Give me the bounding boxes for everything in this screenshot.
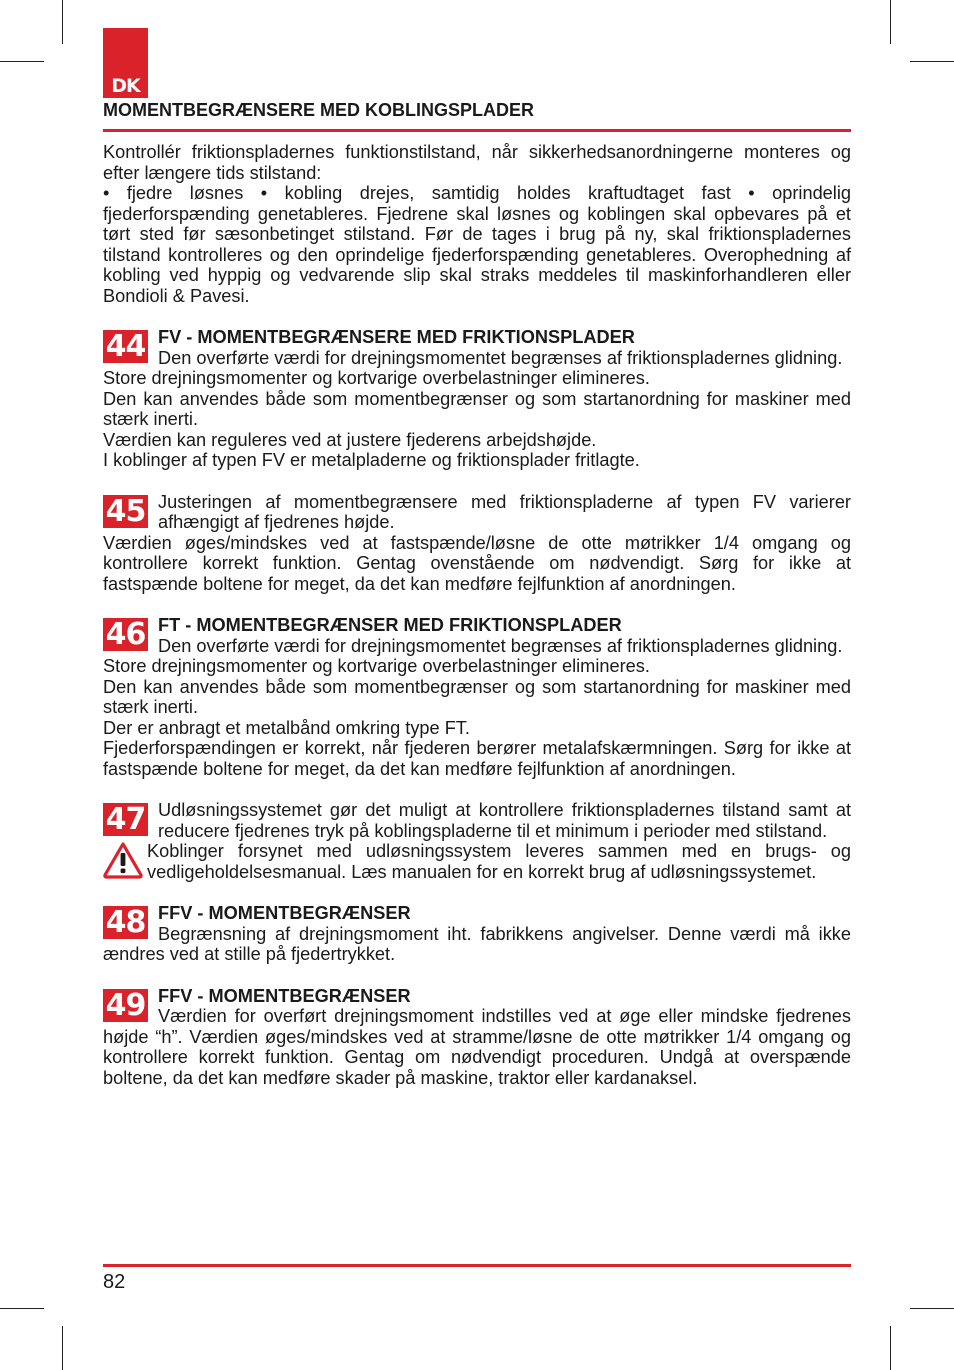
section-paragraph: Værdien kan reguleres ved at justere fjederens arbejdshøjde. — [103, 429, 597, 450]
section-45 — [103, 492, 851, 595]
section-title: FT - MOMENTBEGRÆNSER MED FRIKTIONSPLADER — [158, 615, 622, 635]
section-paragraph: Værdien for overført drejningsmoment indstilles ved at øge eller mindske fjedrenes højde “h”. Værdien øges/mindskes ved at stramme/løsne de otte møtrikker 1/4 omgang og kontrollere korrekt funktion. Gentag om nødvendigt proceduren. Undgå at overspænde boltene, da det kan medføre skader på maskine, traktor eller kardanaksel. — [103, 1006, 851, 1088]
warning-icon — [103, 841, 143, 879]
language-tab — [103, 28, 148, 98]
section-paragraph: Der er anbragt et metalbånd omkring type FT. — [103, 717, 470, 738]
section-paragraph: Den kan anvendes både som momentbegrænser og som startanordning for maskiner med stærk inerti. — [103, 388, 851, 429]
crop-mark — [890, 1326, 891, 1370]
section-49 — [103, 986, 851, 1089]
section-paragraph: Store drejningsmomenter og kortvarige overbelastninger elimineres. — [103, 368, 650, 388]
page-number: 82 — [103, 1271, 126, 1293]
section-46 — [103, 615, 851, 779]
crop-mark — [62, 1326, 63, 1370]
section-paragraph: Store drejningsmomenter og kortvarige overbelastninger elimineres. — [103, 656, 650, 676]
section-44 — [103, 327, 851, 471]
section-47 — [103, 800, 851, 882]
crop-mark — [890, 0, 891, 44]
section-title: FFV - MOMENTBEGRÆNSER — [158, 985, 411, 1006]
title-rule — [103, 129, 851, 132]
section-paragraph: Justeringen af momentbegrænsere med friktionspladerne af typen FV varierer afhængigt af fjedrenes højde. — [158, 491, 851, 532]
section-paragraph: Den overførte værdi for drejningsmomentet begrænses af friktionspladernes glidning. — [158, 635, 843, 656]
footer-rule — [103, 1264, 851, 1267]
page-content — [103, 142, 851, 1088]
section-paragraph: Fjederforspændingen er korrekt, når fjederen berører metalafskærmningen. Sørg for ikke at fastspænde boltene for meget, da det kan medføre fejlfunktion af anordningen. — [103, 738, 851, 779]
section-paragraph: Den kan anvendes både som momentbegrænser og som startanordning for maskiner med stærk inerti. — [103, 676, 851, 717]
crop-mark — [62, 0, 63, 44]
section-number-badge: 46 — [103, 618, 148, 651]
section-48 — [103, 903, 851, 965]
crop-mark — [0, 61, 44, 62]
section-number-badge: 47 — [103, 803, 148, 836]
section-paragraph: Værdien øges/mindskes ved at fastspænde/løsne de otte møtrikker 1/4 omgang og kontrollere korrekt funktion. Gentag ovenstående om nødvendigt. Sørg for ikke at fastspænde boltene for meget, da det kan medføre fejlfunktion af anordningen. — [103, 532, 851, 594]
page-title: MOMENTBEGRÆNSERE MED KOBLINGSPLADER — [103, 100, 535, 120]
section-title: FFV - MOMENTBEGRÆNSER — [158, 903, 411, 923]
section-number-badge: 48 — [103, 906, 148, 939]
section-paragraph: Den overførte værdi for drejningsmomentet begrænses af friktionspladernes glidning. — [158, 347, 843, 368]
section-number-badge: 49 — [103, 989, 148, 1022]
section-paragraph: Begrænsning af drejningsmoment iht. fabrikkens angivelser. Denne værdi må ikke ændres ved at stille på fjedertrykket. — [103, 923, 851, 964]
crop-mark — [910, 61, 954, 62]
section-paragraph: Udløsningssystemet gør det muligt at kontrollere friktionspladernes tilstand samt at reducere fjedrenes tryk på koblingspladerne til et minimum i perioder med stilstand. — [158, 800, 851, 841]
section-title: FV - MOMENTBEGRÆNSERE MED FRIKTIONSPLADER — [158, 327, 635, 347]
section-number-badge: 44 — [103, 330, 148, 363]
intro-paragraph: Kontrollér friktionspladernes funktionstilstand, når sikkerhedsanordningerne monteres og efter længere tids stilstand: — [103, 142, 851, 183]
crop-mark — [0, 1308, 44, 1309]
warning-note — [103, 841, 851, 882]
section-paragraph: I koblinger af typen FV er metalpladerne og friktionsplader fritlagte. — [103, 450, 640, 470]
warning-text: Koblinger forsynet med udløsningssystem leveres sammen med en brugs- og vedligeholdelsesmanual. Læs manualen for en korrekt brug af udløsningssystemet. — [147, 841, 851, 882]
section-number-badge: 45 — [103, 495, 148, 528]
intro-section — [103, 142, 851, 306]
crop-mark — [910, 1308, 954, 1309]
language-tab-label: DK — [111, 75, 140, 97]
intro-paragraph: • fjedre løsnes • kobling drejes, samtidig holdes kraftudtaget fast • oprindelig fjederforspænding genetableres. Fjedrene skal løsnes og koblingen skal opbevares på et tørt sted før sæsonbetinget stilstand. Før de tages i brug på ny, skal friktionspladernes tilstand kontrolleres og den oprindelige fjederforspænding genetableres. Overophedning af kobling ved hyppig og vedvarende slip skal straks meddeles til maskinforhandleren eller Bondioli & Pavesi. — [103, 183, 851, 306]
